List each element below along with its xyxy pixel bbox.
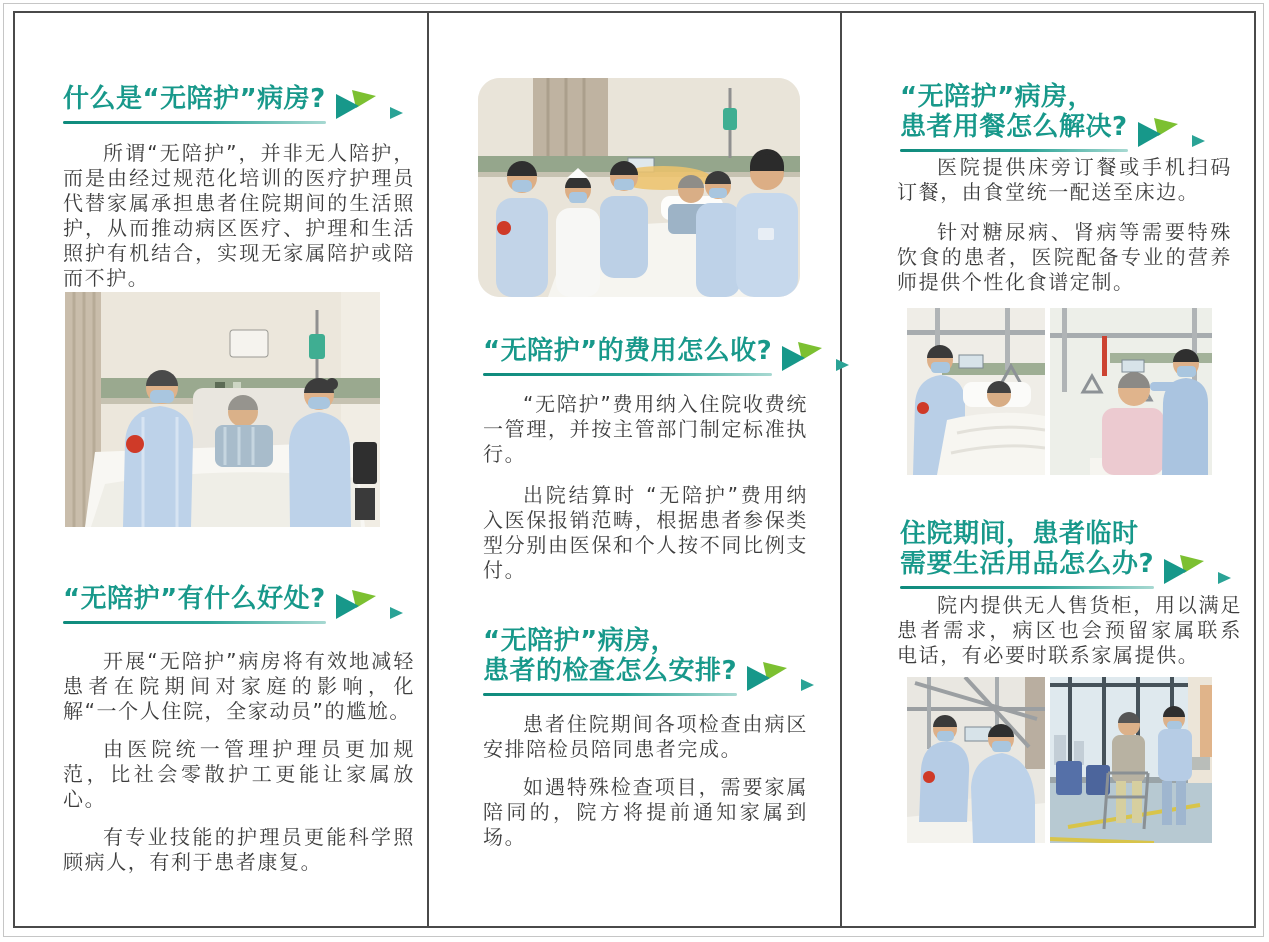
title-underline (483, 693, 737, 696)
title-line: “无陪护”病房， (483, 626, 678, 656)
paragraph: 所谓“无陪护”，并非无人陪护，而是由经过规范化培训的医疗护理员代替家属承担患者住院期间的生活照护，从而推动病区医疗、护理和生活照护有机结合，实现无家属陪护或陪而不护。 (63, 141, 415, 290)
section-supplies-header (900, 519, 1232, 589)
paragraph: 如遇特殊检查项目，需要家属陪同的，院方将提前通知家属到场。 (483, 775, 808, 849)
title-line: 需要生活用品怎么办? (900, 549, 1155, 579)
photo-care-team (478, 78, 800, 297)
paragraph: 出院结算时 “无陪护”费用纳入医保报销范畴，根据患者参保类型分别由医保和个人按不同比例支付。 (483, 483, 808, 582)
title-line: 住院期间，患者临时 (900, 519, 1139, 549)
photo-pair-daily-care (907, 308, 1212, 475)
paragraph: 由医院统一管理护理员更加规范，比社会零散护工更能让家属放心。 (63, 737, 415, 811)
section-benefits-header (63, 584, 404, 624)
title-underline (483, 373, 772, 376)
paragraph: 患者住院期间各项检查由病区安排陪检员陪同患者完成。 (483, 712, 808, 761)
title-line: “无陪护”的费用怎么收? (483, 336, 773, 366)
section-exam-header (483, 626, 815, 696)
photo-walker-training (1050, 677, 1212, 843)
title-underline (900, 149, 1128, 152)
photo-pillow-care (907, 308, 1045, 475)
paragraph: “无陪护”费用纳入住院收费统一管理，并按主管部门制定标准执行。 (483, 392, 808, 466)
heading-arrows-icon (782, 342, 850, 374)
fold-divider-left (427, 11, 429, 928)
heading-arrows-icon (1164, 555, 1232, 587)
photo-bed-adjust (907, 677, 1045, 843)
photo-bedside-care (65, 292, 380, 527)
section-meals-header (900, 82, 1206, 152)
section-benefits-body (63, 649, 415, 888)
heading-arrows-icon (336, 90, 404, 122)
photo-combing-hair (1050, 308, 1212, 475)
section-fee-body (483, 392, 808, 596)
section-title (63, 84, 326, 114)
section-supplies-body (897, 593, 1242, 681)
section-meals-body (897, 155, 1232, 308)
title-underline (900, 586, 1154, 589)
heading-arrows-icon (336, 590, 404, 622)
section-what-body (63, 141, 415, 304)
paragraph: 院内提供无人售货柜，用以满足患者需求，病区也会预留家属联系电话，有必要时联系家属提供。 (897, 593, 1242, 667)
section-title (63, 584, 326, 614)
fold-divider-right (840, 11, 842, 928)
section-title (483, 336, 772, 366)
section-exam-body (483, 712, 808, 863)
title-line: 患者用餐怎么解决? (900, 112, 1128, 142)
section-what-header (63, 84, 404, 124)
photo-pair-mobility (907, 677, 1212, 843)
paragraph: 开展“无陪护”病房将有效地减轻患者在院期间对家庭的影响，化解“一个人住院，全家动员”的尴尬。 (63, 649, 415, 723)
title-line: 患者的检查怎么安排? (483, 656, 738, 686)
paragraph: 有专业技能的护理员更能科学照顾病人，有利于患者康复。 (63, 825, 415, 874)
title-line: “无陪护”病房， (900, 82, 1095, 112)
section-fee-header (483, 336, 850, 376)
title-underline (63, 621, 326, 624)
heading-arrows-icon (747, 662, 815, 694)
heading-arrows-icon (1138, 118, 1206, 150)
title-underline (63, 121, 326, 124)
paragraph: 医院提供床旁订餐或手机扫码订餐，由食堂统一配送至床边。 (897, 155, 1232, 204)
title-line: “无陪护”有什么好处? (63, 584, 326, 614)
paragraph: 针对糖尿病、肾病等需要特殊饮食的患者，医院配备专业的营养师提供个性化食谱定制。 (897, 220, 1232, 294)
title-line: 什么是“无陪护”病房? (63, 84, 326, 114)
